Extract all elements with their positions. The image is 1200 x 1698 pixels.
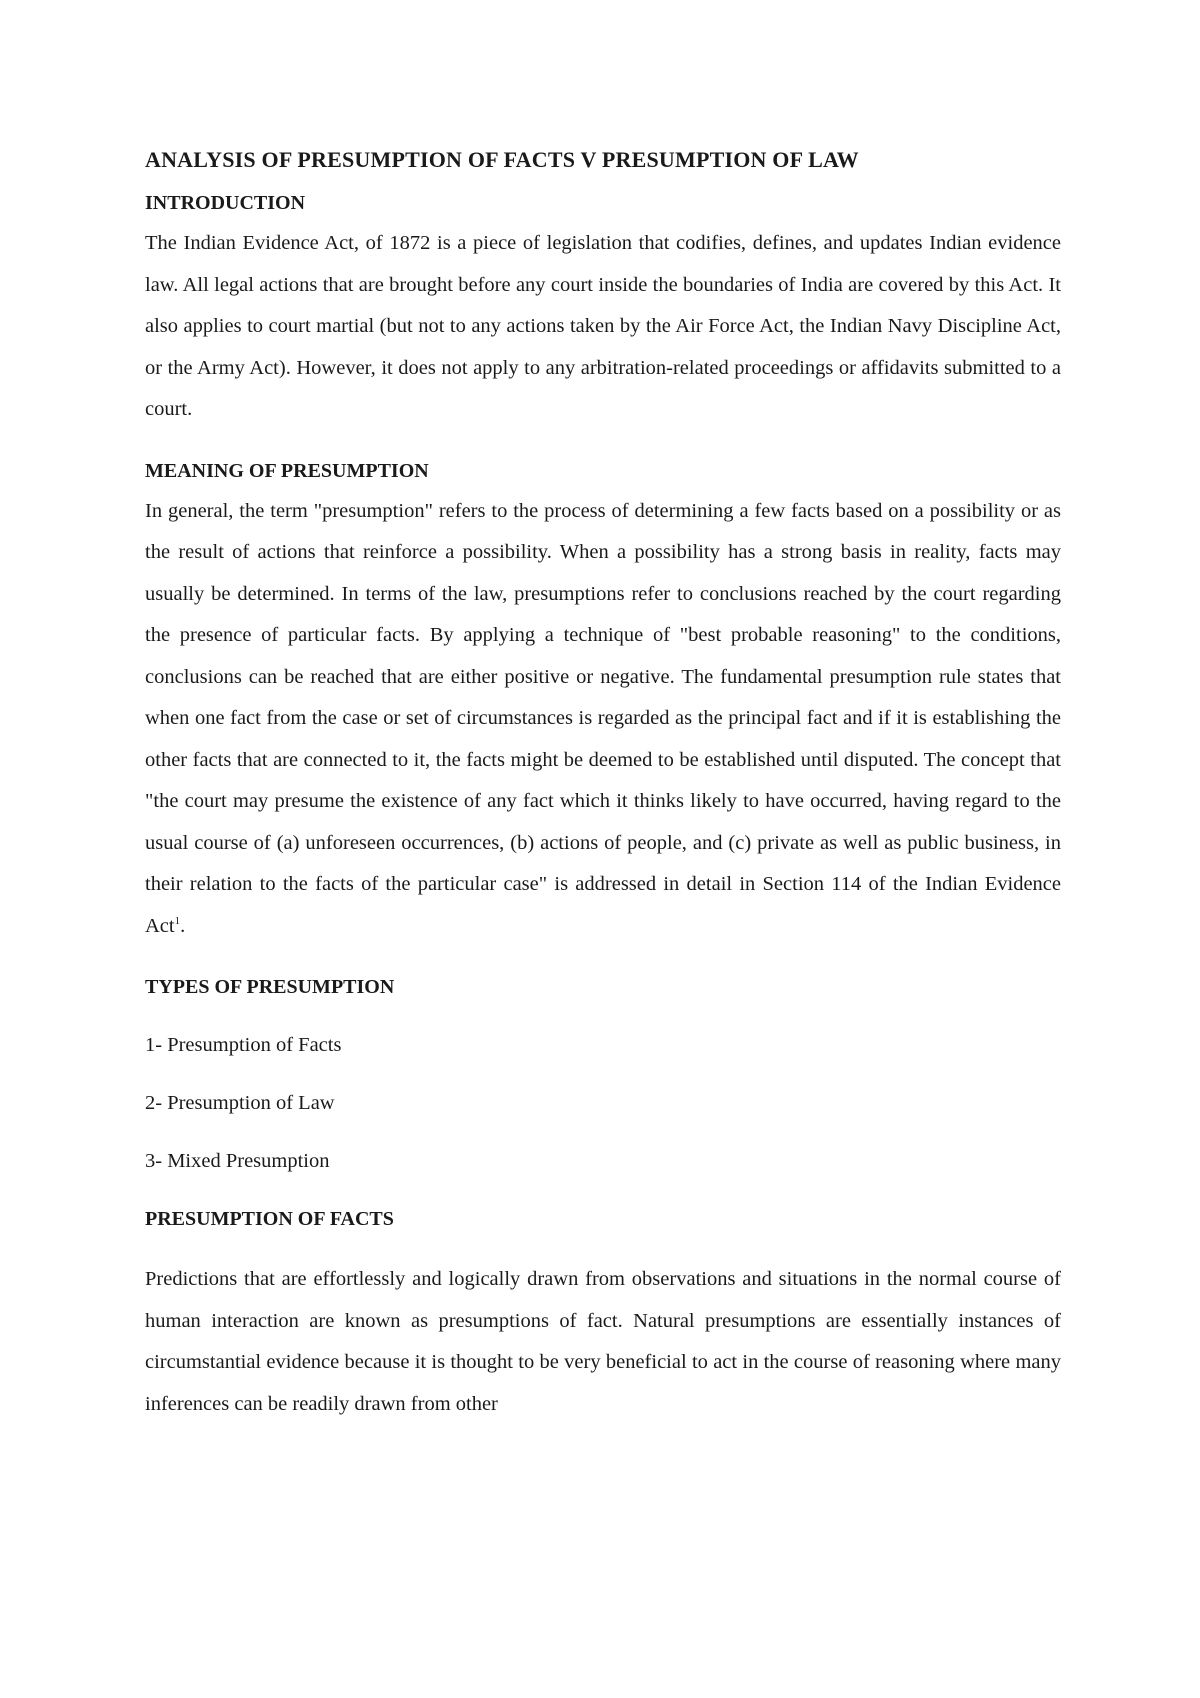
list-item: 1- Presumption of Facts <box>145 1034 342 1056</box>
paragraph-presumption-of-facts: Predictions that are effortlessly and logically drawn from observations and situations in the normal course of human interaction are known as presumptions of fact. Natural presumptions are essentially instances of circumstantial evidence because it is thought to be very beneficial to act in the course of reasoning where many inferences can be readily drawn from other <box>145 1268 1061 1415</box>
paragraph-introduction: The Indian Evidence Act, of 1872 is a piece of legislation that codifies, defines, and updates Indian evidence law. All legal actions that are brought before any court inside the boundaries of India are covered by this Act. It also applies to court martial (but not to any actions taken by the Air Force Act, the Indian Navy Discipline Act, or the Army Act). However, it does not apply to any arbitration-related proceedings or affidavits submitted to a court. <box>145 232 1061 420</box>
document-page <box>145 145 1061 1425</box>
list-item: 3- Mixed Presumption <box>145 1150 330 1172</box>
list-item: 2- Presumption of Law <box>145 1092 335 1114</box>
meaning-text-end: . <box>180 914 186 937</box>
heading-introduction: INTRODUCTION <box>145 192 306 214</box>
heading-types-of-presumption: TYPES OF PRESUMPTION <box>145 976 395 998</box>
document-title: ANALYSIS OF PRESUMPTION OF FACTS V PRESUMPTION OF LAW <box>145 147 859 172</box>
meaning-text: In general, the term "presumption" refers to the process of determining a few facts based on a possibility or as the result of actions that reinforce a possibility. When a possibility has a strong basis in reality, facts may usually be determined. In terms of the law, presumptions refer to conclusions reached by the court regarding the presence of particular facts. By applying a technique of "best probable reasoning" to the conditions, conclusions can be reached that are either positive or negative. The fundamental presumption rule states that when one fact from the case or set of circumstances is regarded as the principal fact and if it is establishing the other facts that are connected to it, the facts might be deemed to be established until disputed. The concept that "the court may presume the existence of any fact which it thinks likely to have occurred, having regard to the usual course of (a) unforeseen occurrences, (b) actions of people, and (c) private as well as public business, in their relation to the facts of the particular case" is addressed in detail in Section 114 of the Indian Evidence Act <box>145 499 1061 937</box>
heading-meaning-of-presumption: MEANING OF PRESUMPTION <box>145 459 429 482</box>
paragraph-meaning-of-presumption <box>145 491 1061 948</box>
heading-presumption-of-facts: PRESUMPTION OF FACTS <box>145 1208 394 1230</box>
footnote-reference[interactable]: 1 <box>174 914 181 927</box>
